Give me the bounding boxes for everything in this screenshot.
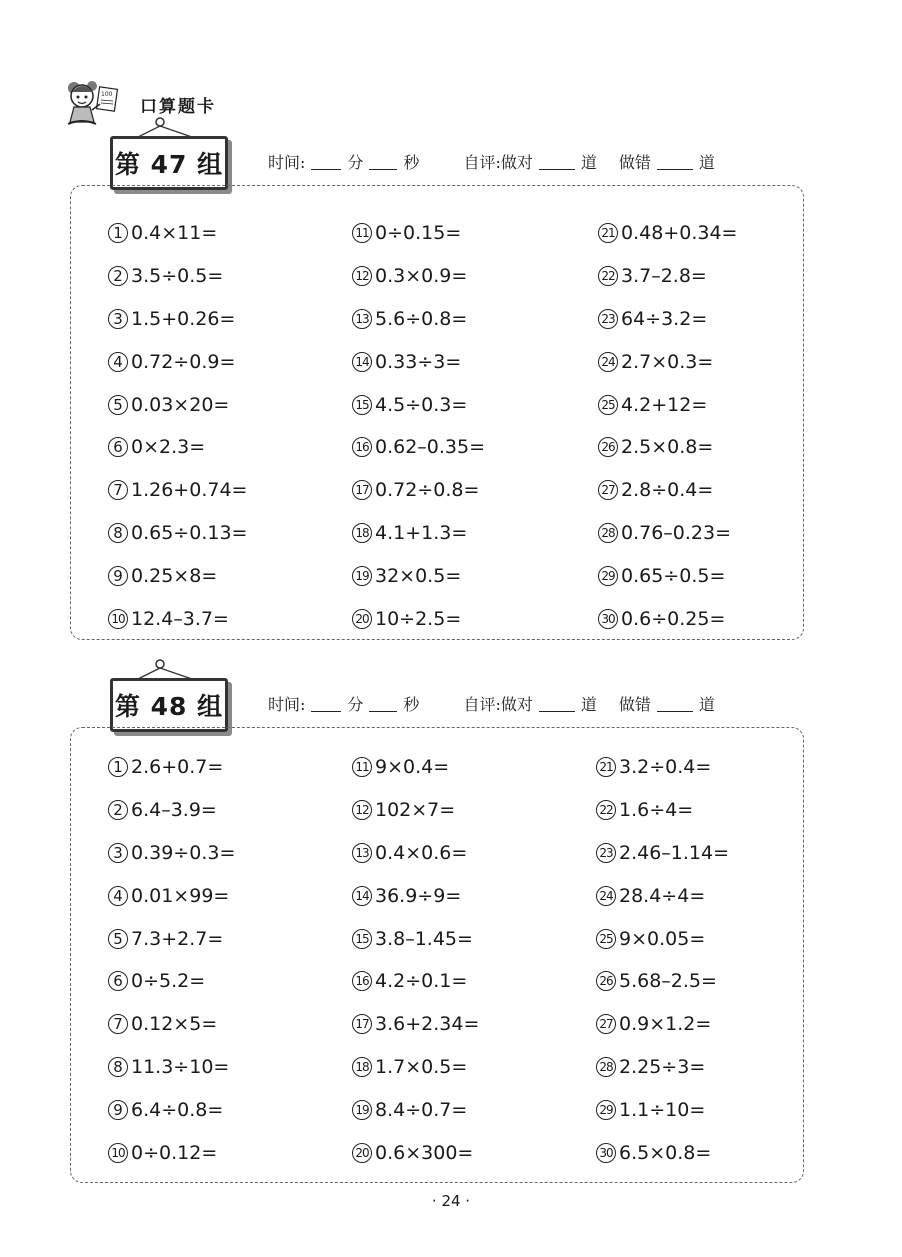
problem-number: 10 bbox=[108, 609, 128, 629]
problem-item bbox=[108, 1099, 223, 1121]
problem-item bbox=[352, 1056, 467, 1078]
problem-number: 8 bbox=[108, 1057, 128, 1077]
problem-expression: 0÷0.15= bbox=[375, 222, 462, 244]
problem-item bbox=[352, 522, 467, 544]
problem-item bbox=[596, 1099, 705, 1121]
problem-expression: 3.2÷0.4= bbox=[619, 756, 712, 778]
minutes-label: 分 bbox=[347, 153, 364, 172]
problem-expression: 7.3+2.7= bbox=[131, 928, 224, 950]
problem-item bbox=[352, 799, 455, 821]
problem-number: 29 bbox=[596, 1100, 616, 1120]
problem-item bbox=[596, 928, 705, 950]
problem-item bbox=[352, 394, 467, 416]
problem-expression: 2.5×0.8= bbox=[621, 436, 714, 458]
problem-item bbox=[352, 842, 467, 864]
problem-item bbox=[596, 1013, 711, 1035]
self-eval-label: 自评:做对 bbox=[463, 695, 533, 714]
problem-number: 3 bbox=[108, 843, 128, 863]
problem-number: 7 bbox=[108, 480, 128, 500]
problem-number: 8 bbox=[108, 523, 128, 543]
problem-number: 15 bbox=[352, 929, 372, 949]
problem-expression: 102×7= bbox=[375, 799, 456, 821]
problem-item bbox=[596, 1056, 705, 1078]
problem-expression: 0.4×0.6= bbox=[375, 842, 468, 864]
minutes-blank[interactable] bbox=[311, 710, 341, 712]
problem-expression: 3.5÷0.5= bbox=[131, 265, 224, 287]
problem-number: 18 bbox=[352, 523, 372, 543]
correct-unit-label: 道 bbox=[580, 695, 597, 714]
problem-number: 10 bbox=[108, 1143, 128, 1163]
problem-number: 9 bbox=[108, 1100, 128, 1120]
problem-expression: 0.01×99= bbox=[131, 885, 230, 907]
seconds-blank[interactable] bbox=[369, 168, 397, 170]
problem-item bbox=[352, 928, 473, 950]
group-title-sign: 第 48 组 bbox=[110, 678, 228, 732]
problem-item bbox=[108, 970, 205, 992]
problem-number: 17 bbox=[352, 1014, 372, 1034]
problem-expression: 36.9÷9= bbox=[375, 885, 462, 907]
problem-item bbox=[352, 565, 461, 587]
problem-number: 11 bbox=[352, 757, 372, 777]
problem-number: 13 bbox=[352, 843, 372, 863]
problem-number: 12 bbox=[352, 266, 372, 286]
problem-expression: 0.6×300= bbox=[375, 1142, 474, 1164]
problem-item bbox=[598, 565, 725, 587]
problem-expression: 1.7×0.5= bbox=[375, 1056, 468, 1078]
problem-number: 26 bbox=[598, 437, 618, 457]
problem-expression: 2.8÷0.4= bbox=[621, 479, 714, 501]
problem-expression: 2.25÷3= bbox=[619, 1056, 706, 1078]
problem-number: 19 bbox=[352, 566, 372, 586]
problem-expression: 0.03×20= bbox=[131, 394, 230, 416]
problem-expression: 4.2+12= bbox=[621, 394, 708, 416]
problem-expression: 6.4÷0.8= bbox=[131, 1099, 224, 1121]
problem-number: 23 bbox=[596, 843, 616, 863]
problem-expression: 1.5+0.26= bbox=[131, 308, 236, 330]
problem-number: 17 bbox=[352, 480, 372, 500]
problem-number: 3 bbox=[108, 309, 128, 329]
problem-expression: 2.6+0.7= bbox=[131, 756, 224, 778]
problem-number: 15 bbox=[352, 395, 372, 415]
problem-expression: 9×0.05= bbox=[619, 928, 706, 950]
problem-number: 21 bbox=[598, 223, 618, 243]
problem-number: 24 bbox=[596, 886, 616, 906]
problem-item bbox=[598, 265, 707, 287]
problem-expression: 2.7×0.3= bbox=[621, 351, 714, 373]
problem-expression: 0.3×0.9= bbox=[375, 265, 468, 287]
problem-number: 6 bbox=[108, 437, 128, 457]
page-header-title: 口算题卡 bbox=[140, 97, 216, 117]
problem-item bbox=[596, 885, 705, 907]
problem-item bbox=[108, 522, 247, 544]
problem-number: 16 bbox=[352, 437, 372, 457]
wrong-label: 做错 bbox=[618, 153, 651, 172]
problem-expression: 3.7–2.8= bbox=[621, 265, 707, 287]
problem-number: 13 bbox=[352, 309, 372, 329]
problem-expression: 0×2.3= bbox=[131, 436, 206, 458]
problem-number: 30 bbox=[598, 609, 618, 629]
problem-item bbox=[108, 799, 217, 821]
problem-number: 1 bbox=[108, 223, 128, 243]
problem-item bbox=[108, 1142, 217, 1164]
problem-expression: 11.3÷10= bbox=[131, 1056, 230, 1078]
problem-item bbox=[598, 351, 713, 373]
problem-number: 5 bbox=[108, 395, 128, 415]
problem-expression: 0÷5.2= bbox=[131, 970, 206, 992]
problem-item bbox=[352, 970, 467, 992]
problem-expression: 4.2÷0.1= bbox=[375, 970, 468, 992]
problem-item bbox=[108, 479, 247, 501]
problem-item bbox=[352, 308, 467, 330]
problem-item bbox=[352, 1013, 479, 1035]
problem-number: 30 bbox=[596, 1143, 616, 1163]
problem-number: 22 bbox=[596, 800, 616, 820]
wrong-unit-label: 道 bbox=[698, 153, 715, 172]
problem-number: 11 bbox=[352, 223, 372, 243]
problem-item bbox=[352, 1142, 473, 1164]
problem-item bbox=[108, 265, 223, 287]
problem-number: 4 bbox=[108, 352, 128, 372]
time-eval-row bbox=[268, 692, 715, 715]
problem-item bbox=[108, 222, 217, 244]
problem-expression: 12.4–3.7= bbox=[131, 608, 229, 630]
time-label: 时间: bbox=[268, 695, 306, 714]
problem-item bbox=[108, 565, 217, 587]
problem-expression: 0.76–0.23= bbox=[621, 522, 732, 544]
problem-item bbox=[598, 308, 707, 330]
problem-item bbox=[108, 756, 223, 778]
self-eval-label: 自评:做对 bbox=[463, 153, 533, 172]
svg-text:100: 100 bbox=[101, 91, 113, 98]
problem-number: 28 bbox=[598, 523, 618, 543]
problem-expression: 0.65÷0.13= bbox=[131, 522, 248, 544]
problem-number: 22 bbox=[598, 266, 618, 286]
problem-number: 27 bbox=[596, 1014, 616, 1034]
problem-item bbox=[598, 436, 713, 458]
problem-item bbox=[598, 608, 725, 630]
problem-item bbox=[598, 479, 713, 501]
problem-item bbox=[352, 885, 461, 907]
problem-expression: 10÷2.5= bbox=[375, 608, 462, 630]
problem-number: 7 bbox=[108, 1014, 128, 1034]
problem-item bbox=[596, 756, 711, 778]
problem-expression: 0.4×11= bbox=[131, 222, 218, 244]
problem-number: 26 bbox=[596, 971, 616, 991]
wrong-unit-label: 道 bbox=[698, 695, 715, 714]
problem-expression: 0÷0.12= bbox=[131, 1142, 218, 1164]
problem-expression: 5.6÷0.8= bbox=[375, 308, 468, 330]
problem-expression: 0.39÷0.3= bbox=[131, 842, 236, 864]
problem-expression: 9×0.4= bbox=[375, 756, 450, 778]
problem-number: 28 bbox=[596, 1057, 616, 1077]
problem-expression: 4.1+1.3= bbox=[375, 522, 468, 544]
problem-number: 18 bbox=[352, 1057, 372, 1077]
seconds-label: 秒 bbox=[403, 153, 420, 172]
problem-number: 1 bbox=[108, 757, 128, 777]
problem-item bbox=[598, 394, 707, 416]
problem-item bbox=[596, 1142, 711, 1164]
problem-item bbox=[108, 394, 229, 416]
problem-number: 2 bbox=[108, 266, 128, 286]
problem-number: 9 bbox=[108, 566, 128, 586]
problem-expression: 4.5÷0.3= bbox=[375, 394, 468, 416]
minutes-blank[interactable] bbox=[311, 168, 341, 170]
problem-item bbox=[108, 308, 235, 330]
problem-expression: 0.9×1.2= bbox=[619, 1013, 712, 1035]
minutes-label: 分 bbox=[347, 695, 364, 714]
seconds-blank[interactable] bbox=[369, 710, 397, 712]
problem-item bbox=[108, 1056, 229, 1078]
problem-expression: 1.1÷10= bbox=[619, 1099, 706, 1121]
problem-number: 5 bbox=[108, 929, 128, 949]
problem-number: 23 bbox=[598, 309, 618, 329]
problem-number: 25 bbox=[596, 929, 616, 949]
problem-item bbox=[352, 756, 449, 778]
problem-item bbox=[352, 479, 479, 501]
problem-item bbox=[352, 351, 461, 373]
problem-item bbox=[596, 799, 693, 821]
wrong-label: 做错 bbox=[618, 695, 651, 714]
problem-expression: 0.33÷3= bbox=[375, 351, 462, 373]
problem-expression: 0.12×5= bbox=[131, 1013, 218, 1035]
problem-item bbox=[598, 222, 737, 244]
problem-expression: 32×0.5= bbox=[375, 565, 462, 587]
problem-item bbox=[108, 436, 205, 458]
problem-item bbox=[108, 1013, 217, 1035]
problem-expression: 0.72÷0.9= bbox=[131, 351, 236, 373]
problem-expression: 2.46–1.14= bbox=[619, 842, 730, 864]
problem-expression: 0.72÷0.8= bbox=[375, 479, 480, 501]
problem-expression: 6.5×0.8= bbox=[619, 1142, 712, 1164]
problem-item bbox=[108, 351, 235, 373]
correct-unit-label: 道 bbox=[580, 153, 597, 172]
problem-item bbox=[352, 265, 467, 287]
problem-expression: 3.8–1.45= bbox=[375, 928, 473, 950]
problem-item bbox=[596, 842, 729, 864]
correct-count-blank[interactable] bbox=[539, 168, 575, 170]
problem-number: 12 bbox=[352, 800, 372, 820]
page-number: · 24 · bbox=[431, 1192, 471, 1210]
wrong-count-blank[interactable] bbox=[657, 710, 693, 712]
problem-number: 19 bbox=[352, 1100, 372, 1120]
problem-item bbox=[108, 928, 223, 950]
problem-number: 20 bbox=[352, 609, 372, 629]
time-eval-row bbox=[268, 150, 715, 173]
correct-count-blank[interactable] bbox=[539, 710, 575, 712]
problem-expression: 6.4–3.9= bbox=[131, 799, 217, 821]
problem-item bbox=[352, 1099, 467, 1121]
wrong-count-blank[interactable] bbox=[657, 168, 693, 170]
group-title-sign: 第 47 组 bbox=[110, 136, 228, 190]
problem-expression: 1.26+0.74= bbox=[131, 479, 248, 501]
problem-expression: 0.6÷0.25= bbox=[621, 608, 726, 630]
problem-number: 16 bbox=[352, 971, 372, 991]
problem-expression: 28.4÷4= bbox=[619, 885, 706, 907]
problem-item bbox=[352, 222, 461, 244]
problem-expression: 1.6÷4= bbox=[619, 799, 694, 821]
problem-number: 6 bbox=[108, 971, 128, 991]
problem-number: 14 bbox=[352, 352, 372, 372]
problem-item bbox=[598, 522, 731, 544]
problem-expression: 5.68–2.5= bbox=[619, 970, 717, 992]
problem-expression: 0.25×8= bbox=[131, 565, 218, 587]
problem-number: 25 bbox=[598, 395, 618, 415]
problem-expression: 0.62–0.35= bbox=[375, 436, 486, 458]
time-label: 时间: bbox=[268, 153, 306, 172]
problem-expression: 0.65÷0.5= bbox=[621, 565, 726, 587]
problem-item bbox=[352, 608, 461, 630]
problem-expression: 8.4÷0.7= bbox=[375, 1099, 468, 1121]
problem-expression: 64÷3.2= bbox=[621, 308, 708, 330]
problem-number: 2 bbox=[108, 800, 128, 820]
problem-number: 24 bbox=[598, 352, 618, 372]
problem-item bbox=[108, 608, 229, 630]
problem-expression: 3.6+2.34= bbox=[375, 1013, 480, 1035]
problem-number: 27 bbox=[598, 480, 618, 500]
problem-number: 14 bbox=[352, 886, 372, 906]
problem-expression: 0.48+0.34= bbox=[621, 222, 738, 244]
problem-item bbox=[108, 885, 229, 907]
problem-number: 4 bbox=[108, 886, 128, 906]
problem-item bbox=[352, 436, 485, 458]
problem-number: 20 bbox=[352, 1143, 372, 1163]
problem-item bbox=[596, 970, 717, 992]
problem-number: 29 bbox=[598, 566, 618, 586]
problem-number: 21 bbox=[596, 757, 616, 777]
seconds-label: 秒 bbox=[403, 695, 420, 714]
problem-item bbox=[108, 842, 235, 864]
